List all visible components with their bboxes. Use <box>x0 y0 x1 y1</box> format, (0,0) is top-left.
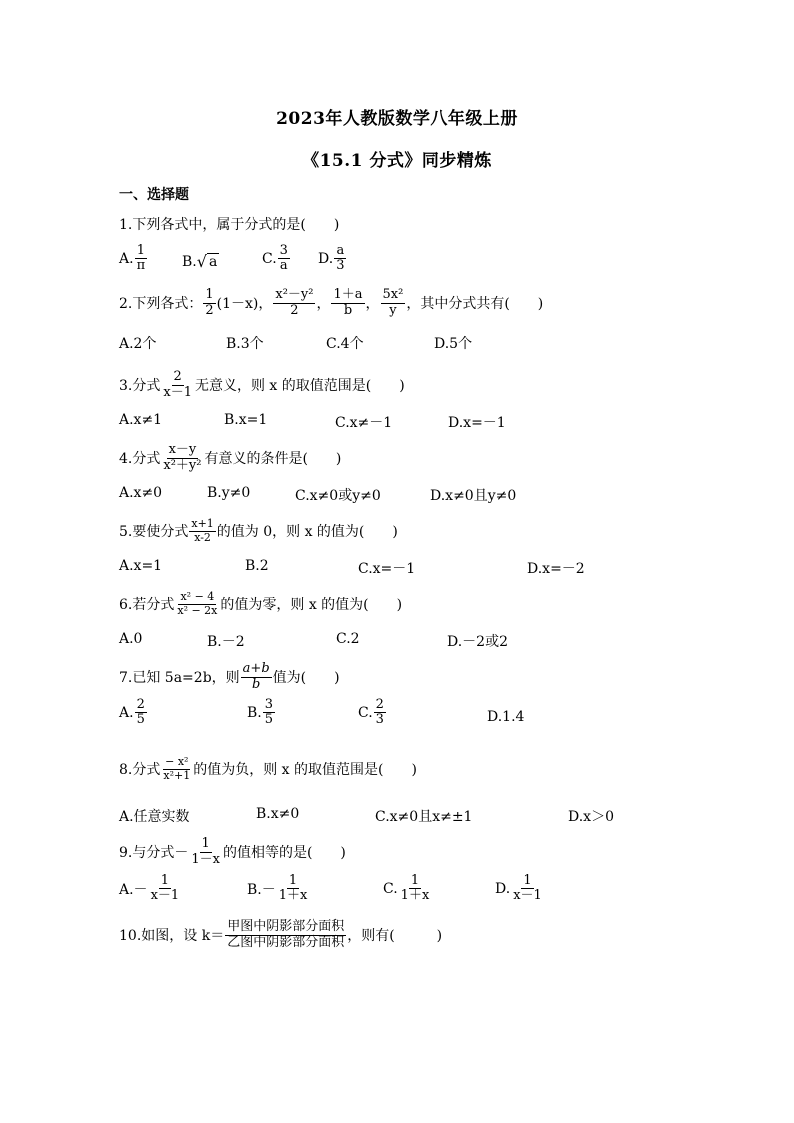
question-8-option-c: C.x≠0且x≠±1 <box>375 809 473 825</box>
fraction: $\frac{1}{x-1}$ <box>513 873 542 904</box>
radicand: a <box>208 254 218 270</box>
fraction: $\frac{2}{3}$ <box>375 697 384 728</box>
question-3-stem: 3.分式 $\frac{2}{x-1}$ 无意义，则 x 的取值范围是( ) <box>119 369 405 400</box>
question-2-option-c: C.4个 <box>326 336 364 352</box>
sqrt-sign: √ <box>196 252 207 271</box>
fraction: $\frac{\text{甲图中阴影部分面积}}{\text{乙图中阴影部分面积}}$ <box>227 919 345 950</box>
question-4-option-b: B.y≠0 <box>207 485 251 501</box>
fraction: $\frac{a+b}{b}$ <box>242 661 270 692</box>
fraction: $\frac{\text{5x²}}{y}$ <box>382 287 404 318</box>
question-5-stem: 5.要使分式 $\frac{x+1}{x-2}$ 的值为 0，则 x 的值为( ) <box>119 517 398 544</box>
fraction: $\frac{1}{1+x}$ <box>278 873 308 904</box>
question-7-stem: 7.已知 5a=2b，则 $\frac{a+b}{b}$ 值为( ) <box>119 661 340 692</box>
question-6-option-a: A.0 <box>119 631 143 647</box>
question-3-option-c: C.x≠－1 <box>335 415 393 431</box>
question-text: 1.下列各式中，属于分式的是( ) <box>119 217 340 233</box>
question-4-option-c: C.x≠0或y≠0 <box>295 488 381 504</box>
question-5-option-d: D.x=－2 <box>527 561 585 577</box>
section-heading: 一、选择题 <box>119 187 189 203</box>
question-9-option-c: C. $\frac{1}{1+x}$ <box>383 873 430 904</box>
question-8-stem: 8.分式 $\frac{\text{− x²}}{\text{x²+1}}$ 的值为负，则 x 的取值范围是( ) <box>119 755 417 782</box>
fraction: $\frac{1}{1+x}$ <box>400 873 430 904</box>
question-1-option-c: C. $\frac{3}{a}$ <box>262 243 288 274</box>
question-4-stem: 4.分式 $\frac{x-y}{\text{x²＋y²}}$ 有意义的条件是( ) <box>119 442 342 473</box>
question-9-option-d: D. $\frac{1}{x-1}$ <box>495 873 542 904</box>
fraction: $\frac{3}{a}$ <box>279 243 288 274</box>
question-8-option-a: A.任意实数 <box>119 809 190 825</box>
question-8-option-b: B.x≠0 <box>256 806 300 822</box>
question-9-option-b: B.－ $\frac{1}{1+x}$ <box>247 873 308 904</box>
doc-title: 2023年人教版数学八年级上册 <box>276 109 518 129</box>
question-9-stem: 9.与分式－ $\frac{1}{1-x}$ 的值相等的是( ) <box>119 836 346 867</box>
question-1-option-d: D. $\frac{a}{3}$ <box>318 243 345 274</box>
question-10-stem: 10.如图，设 k＝ $\frac{\text{甲图中阴影部分面积}}{\text{乙图中阴影部分面积}}$ ，则有( ) <box>119 919 443 950</box>
fraction: $\frac{\text{x²－y²}}{2}$ <box>275 287 314 318</box>
question-7-option-d: D.1.4 <box>487 709 525 725</box>
question-2-option-d: D.5个 <box>434 336 473 352</box>
question-6-option-c: C.2 <box>336 631 360 647</box>
fraction: $\frac{\text{x² − 4}}{\text{x² − 2x}}$ <box>177 590 218 617</box>
question-2-stem: 2.下列各式： $\frac{1}{2}$ (1－x)， $\frac{\text{x²－y²}}{2}$ ， $\frac{1+a}{b}$ ， $\frac{\text{5x²}}{y}$ ，其中分式共有( ) <box>119 287 544 318</box>
fraction: $\frac{1}{\pi}$ <box>136 243 146 274</box>
question-6-option-b: B.－2 <box>207 634 245 650</box>
question-7-option-a: A. $\frac{2}{5}$ <box>119 697 145 728</box>
question-8-option-d: D.x＞0 <box>568 809 614 825</box>
question-9-option-a: A.－ $\frac{1}{x-1}$ <box>119 873 180 904</box>
fraction: $\frac{1}{x-1}$ <box>150 873 180 904</box>
question-2-option-b: B.3个 <box>226 336 264 352</box>
question-5-option-a: A.x=1 <box>119 558 163 574</box>
fraction: $\frac{1}{2}$ <box>205 287 214 318</box>
question-6-option-d: D.－2或2 <box>447 634 508 650</box>
fraction: $\frac{1+a}{b}$ <box>333 287 363 318</box>
question-1-option-b: B. √ a <box>182 252 218 271</box>
question-7-option-c: C. $\frac{2}{3}$ <box>358 697 384 728</box>
fraction: $\frac{2}{5}$ <box>136 697 145 728</box>
question-3-option-d: D.x=－1 <box>448 415 506 431</box>
fraction: $\frac{x+1}{x-2}$ <box>191 517 214 544</box>
fraction: $\frac{3}{5}$ <box>264 697 274 728</box>
question-7-option-b: B. $\frac{3}{5}$ <box>247 697 274 728</box>
fraction: $\frac{a}{3}$ <box>336 243 345 274</box>
question-3-option-a: A.x≠1 <box>119 412 163 428</box>
fraction: $\frac{x-y}{\text{x²＋y²}}$ <box>163 442 202 473</box>
fraction: $\frac{2}{x-1}$ <box>163 369 192 400</box>
question-5-option-c: C.x=－1 <box>358 561 416 577</box>
question-4-option-d: D.x≠0且y≠0 <box>430 488 517 504</box>
fraction: $\frac{1}{1-x}$ <box>191 836 220 867</box>
question-2-option-a: A.2个 <box>119 336 157 352</box>
question-5-option-b: B.2 <box>245 558 269 574</box>
question-6-stem: 6.若分式 $\frac{\text{x² − 4}}{\text{x² − 2x}}$ 的值为零，则 x 的值为( ) <box>119 590 403 617</box>
fraction: $\frac{\text{− x²}}{\text{x²+1}}$ <box>163 755 191 782</box>
question-3-option-b: B.x=1 <box>224 412 268 428</box>
question-1-option-a: A. $\frac{1}{\pi}$ <box>119 243 146 274</box>
doc-subtitle: 《15.1 分式》同步精炼 <box>302 151 492 171</box>
question-1-stem <box>119 203 339 245</box>
question-4-option-a: A.x≠0 <box>119 485 163 501</box>
